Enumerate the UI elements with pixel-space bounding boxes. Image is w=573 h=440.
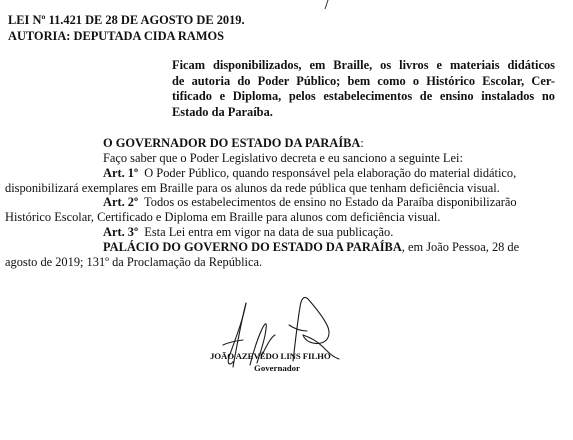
article-1-line-2: disponibilizará exemplares em Braille para os alunos da rede pública que tenham deficiência visual. [5, 181, 500, 195]
ementa-line: Ficam disponibilizados, em Braille, os livros e materiais didáticos [172, 58, 555, 72]
ementa-line: Estado da Paraíba. [172, 104, 273, 119]
art-2-text: Todos os estabelecimentos de ensino no Estado da Paraíba disponibilizarão [144, 195, 517, 209]
ementa-line: de autoria do Poder Público; bem como o Histórico Escolar, Cer- [172, 73, 555, 88]
heading-colon: : [360, 136, 364, 150]
palace-line-1 [103, 240, 519, 254]
art-3-text: Esta Lei entra em vigor na data de sua publicação. [144, 225, 394, 239]
article-3 [103, 225, 393, 239]
article-2-line-1 [103, 195, 517, 209]
ementa-line: tificado e Diploma, pelos estabelecimentos de ensino instalados no [172, 89, 555, 103]
art-1-text: O Poder Público, quando responsável pela elaboração do material didático, [144, 166, 517, 180]
governor-heading: O GOVERNADOR DO ESTADO DA PARAÍBA [103, 136, 361, 150]
ementa [172, 58, 555, 120]
signature-role: Governador [254, 363, 300, 373]
law-title: LEI Nº 11.421 DE 28 DE AGOSTO DE 2019. [8, 13, 245, 27]
intro-text: Faço saber que o Poder Legislativo decreta e eu sanciono a seguinte Lei: [103, 151, 463, 165]
article-1-line-1 [103, 166, 516, 180]
authorship: AUTORIA: DEPUTADA CIDA RAMOS [8, 29, 225, 43]
page-edge-mark [322, 0, 332, 10]
article-2-line-2: Histórico Escolar, Certificado e Diploma em Braille para alunos com deficiência visual. [5, 210, 441, 224]
art-2-label: Art. 2º [103, 195, 139, 209]
governor-heading-line [103, 136, 364, 150]
art-1-label: Art. 1º [103, 166, 139, 180]
art-3-label: Art. 3º [103, 225, 139, 239]
signature-name: JOÃO AZEVÊDO LINS FILHO [210, 351, 331, 361]
palace-line-2: agosto de 2019; 131º da Proclamação da República. [5, 255, 263, 269]
palace-label: PALÁCIO DO GOVERNO DO ESTADO DA PARAÍBA [103, 240, 402, 254]
palace-rest: , em João Pessoa, 28 de [401, 240, 520, 254]
